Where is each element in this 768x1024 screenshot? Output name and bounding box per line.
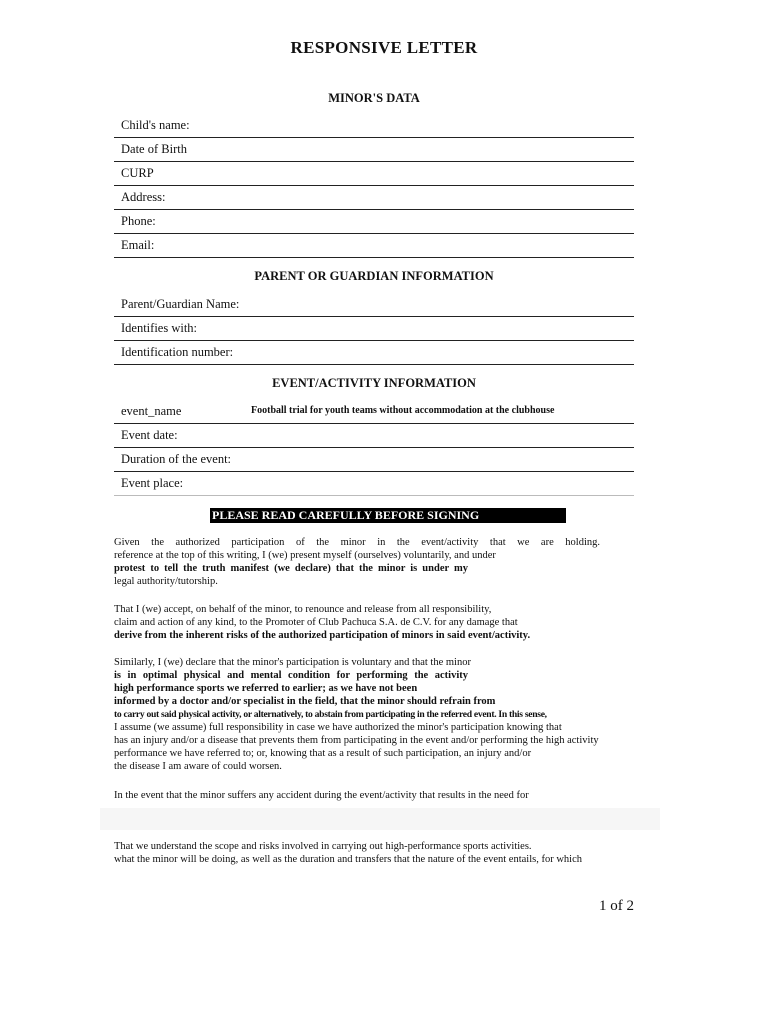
paragraph-accident [114, 789, 600, 802]
field-label: Date of Birth [121, 142, 187, 156]
field-label: Identifies with: [121, 321, 198, 335]
event-place-field[interactable] [114, 472, 634, 496]
event-name-field[interactable] [114, 400, 634, 424]
field-label: Email: [121, 238, 155, 252]
text-line: Similarly, I (we) declare that the minor's participation is voluntary and that the minor [114, 657, 471, 668]
text-line: has an injury and/or a disease that prevents them from participating in the event and/or performing the high activity [114, 735, 599, 746]
text-line: the disease I am aware of could worsen. [114, 761, 282, 772]
date-of-birth-field[interactable] [114, 138, 634, 162]
event-info-heading: EVENT/ACTIVITY INFORMATION [272, 376, 476, 390]
guardian-info-heading: PARENT OR GUARDIAN INFORMATION [254, 269, 494, 283]
guardian-name-field[interactable] [114, 293, 634, 317]
identifies-with-field[interactable] [114, 317, 634, 341]
text-line: to carry out said physical activity, or alternatively, to abstain from participating in the referred event. In this sense, [114, 709, 547, 720]
field-label: event_name [121, 404, 182, 418]
text-line: derive from the inherent risks of the authorized participation of minors in said event/activity. [114, 630, 531, 641]
field-label: Identification number: [121, 345, 234, 359]
field-label: Phone: [121, 214, 156, 228]
text-line: what the minor will be doing, as well as the duration and transfers that the nature of the event entails, for which [114, 854, 582, 865]
text-line: high performance sports we referred to earlier; as we have not been [114, 683, 418, 694]
page-number: 1 of 2 [599, 898, 634, 914]
text-line: reference at the top of this writing, I (we) present myself (ourselves) voluntarily, and under [114, 550, 496, 561]
field-label: Event date: [121, 428, 178, 442]
text-line: is in optimal physical and mental condition for performing the activity [114, 670, 468, 681]
paragraph-understanding [114, 840, 600, 866]
identification-number-field[interactable] [114, 341, 634, 365]
paragraph-condition [114, 656, 600, 773]
event-duration-field[interactable] [114, 448, 634, 472]
text-line: performance we have referred to; or, knowing that as a result of such participation, an injury and/or [114, 748, 532, 759]
address-field[interactable] [114, 186, 634, 210]
field-label: Child's name: [121, 118, 190, 132]
field-label: Event place: [121, 476, 184, 490]
field-label: Duration of the event: [121, 452, 232, 466]
text-line: protest to tell the truth manifest (we declare) that the minor is under my [114, 563, 468, 574]
document-title: RESPONSIVE LETTER [290, 38, 478, 57]
field-label: Parent/Guardian Name: [121, 297, 240, 311]
minor-data-heading: MINOR'S DATA [328, 91, 420, 105]
curp-field[interactable] [114, 162, 634, 186]
text-line: informed by a doctor and/or specialist in the field, that the minor should refrain from [114, 696, 496, 707]
text-line: claim and action of any kind, to the Promoter of Club Pachuca S.A. de C.V. for any damage that [114, 617, 518, 628]
phone-field[interactable] [114, 210, 634, 234]
childs-name-field[interactable] [114, 114, 634, 138]
email-field[interactable] [114, 234, 634, 258]
text-line: Given the authorized participation of the minor in the event/activity that we are holding. [114, 537, 600, 548]
text-line: That we understand the scope and risks involved in carrying out high-performance sports activities. [114, 841, 532, 852]
field-label: Address: [121, 190, 166, 204]
paragraph-release [114, 603, 600, 642]
event-name-value: Football trial for youth teams without accommodation at the clubhouse [251, 405, 555, 416]
text-line: In the event that the minor suffers any accident during the event/activity that results in the need for [114, 790, 529, 801]
read-carefully-banner: PLEASE READ CAREFULLY BEFORE SIGNING [210, 508, 566, 523]
field-label: CURP [121, 166, 154, 180]
faded-text-area [100, 808, 660, 830]
text-line: legal authority/tutorship. [114, 576, 218, 587]
paragraph-authorization [114, 536, 600, 588]
text-line: That I (we) accept, on behalf of the minor, to renounce and release from all responsibility, [114, 604, 492, 615]
text-line: I assume (we assume) full responsibility in case we have authorized the minor's participation knowing that [114, 722, 562, 733]
event-date-field[interactable] [114, 424, 634, 448]
